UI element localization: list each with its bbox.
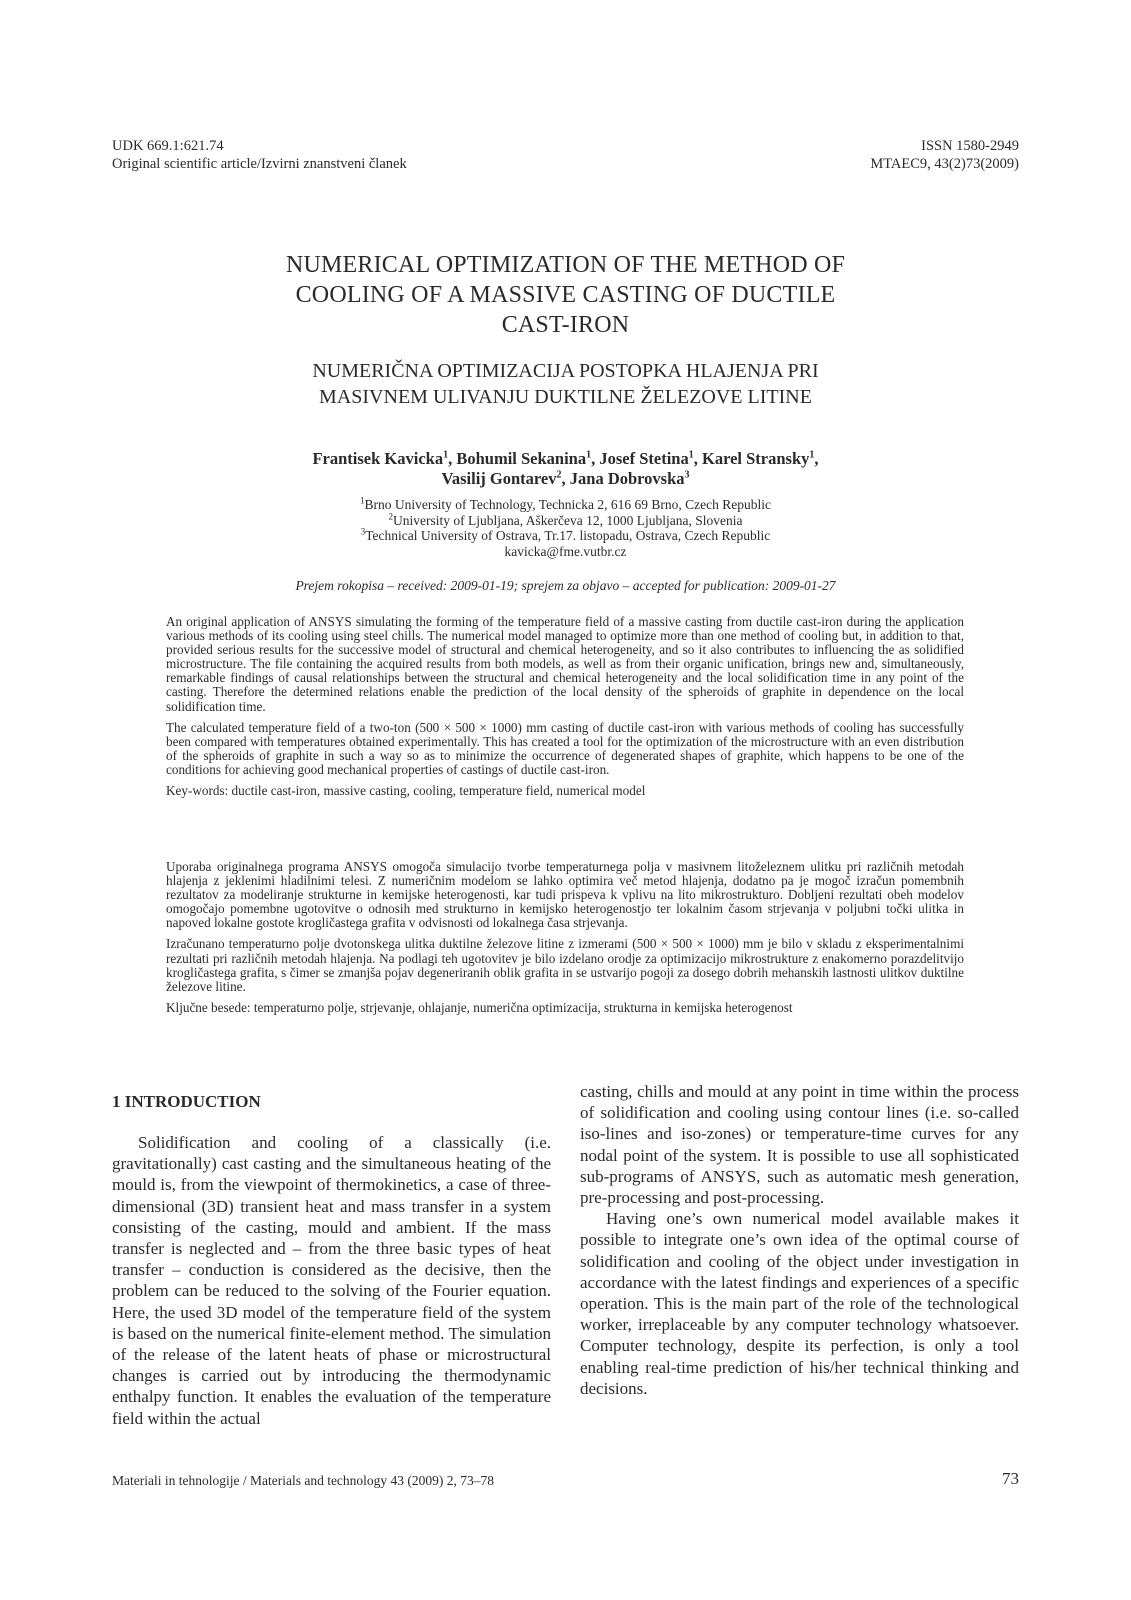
- author-name: Frantisek Kavicka: [312, 449, 444, 468]
- affiliation-item: [112, 497, 1019, 513]
- subtitle-line: NUMERIČNA OPTIMIZACIJA POSTOPKA HLAJENJA PRI: [312, 360, 819, 382]
- body-paragraph: Having one’s own numerical model available makes it possible to integrate one’s own idea of the optimal course of solidification and cooling of the object under investigation in accordance with the latest findings and experiences of a specific operation. This is the main part of the role of the technological worker, irreplaceable by any computer technology whatsoever. Computer technology, despite its perfection, is only a tool enabling real-time prediction of his/her technical thinking and decisions.: [580, 1209, 1019, 1398]
- footer-journal: Materiali in tehnologije / Materials and technology 43 (2009) 2, 73–78: [112, 1473, 495, 1488]
- title-line: NUMERICAL OPTIMIZATION OF THE METHOD OF: [285, 252, 846, 278]
- author-name: Vasilij Gontarev: [441, 469, 557, 488]
- section-heading: 1 INTRODUCTION: [112, 1092, 261, 1111]
- abstract-english: [166, 615, 964, 798]
- udk-code: UDK 669.1:621.74: [112, 138, 224, 154]
- author-affil-sup: 1: [688, 449, 694, 461]
- title-line: COOLING OF A MASSIVE CASTING OF DUCTILE: [295, 282, 836, 308]
- subtitle-line: MASIVNEM ULIVANJU DUKTILNE ŽELEZOVE LITINE: [319, 386, 812, 408]
- affiliation-text: Technical University of Ostrava, Tr.17. listopadu, Ostrava, Czech Republic: [365, 528, 771, 543]
- affiliation-text: Brno University of Technology, Technicka 2, 616 69 Brno, Czech Republic: [364, 497, 772, 512]
- author-name: Josef Stetina: [599, 449, 689, 468]
- author-affil-sup: 1: [586, 449, 592, 461]
- body-paragraph: casting, chills and mould at any point in time within the process of solidification and cooling using contour lines (i.e. so-called iso-lines and iso-zones) or temperature-time curves for any nodal point of the system. It is possible to use all sophisticated sub-programs of ANSYS, such as automatic mesh generation, pre-processing and post-processing.: [580, 1082, 1019, 1208]
- affiliation-text: University of Ljubljana, Aškerčeva 12, 1000 Ljubljana, Slovenia: [393, 512, 743, 528]
- affiliation-sup: 1: [359, 495, 365, 506]
- abstract-slovene: [166, 860, 964, 1022]
- paper-subtitle: [112, 358, 1019, 410]
- page-number: 73: [1002, 1469, 1019, 1488]
- received-dates: Prejem rokopisa – received: 2009-01-19; sprejem za objavo – accepted for publication: 2009-01-27: [295, 578, 836, 593]
- affiliation-item: [112, 528, 1019, 544]
- header-right: [870, 137, 1019, 173]
- author-affil-sup: 2: [556, 469, 562, 481]
- abstract-paragraph: Izračunano temperaturno polje dvotonskega ulitka duktilne železove litine z izmerami (500 × 500 × 1000) mm je bilo v skladu z eksperimentalnimi rezultati pri različnih metodah hlajenja. Na podlagi teh ugotovitev je bilo izdelano orodje za optimizacijo mikrostrukture z enakomerno porazdelitvijo krogličastega grafita, s čimer se zmanjša pojav degeneriranih oblik grafita in se ustvarijo pogoji za dosego dobrih mehanskih lastnosti ulitkov duktilne železove litine.: [166, 936, 964, 994]
- author-affil-sup: 1: [443, 449, 449, 461]
- email[interactable]: kavicka@fme.vutbr.cz: [504, 543, 627, 559]
- abstract-paragraph: An original application of ANSYS simulating the forming of the temperature field of a massive casting from ductile cast-iron during the application various methods of its cooling using steel chills. The numerical model managed to optimize more than one method of cooling but, in addition to that, provided serious results for the successive model of structural and chemical heterogeneity, and so it also contributes to influencing the as solidified microstructure. The file containing the acquired results from both models, as well as from their organic unification, brings new and, simultaneously, remarkable findings of causal relationships between the structural and chemical heterogeneity and the local solidification time in any point of the casting. Therefore the determined relations enable the prediction of the local density of the spheroids of graphite in dependence on the local solidification time.: [166, 614, 964, 714]
- journal-ref: MTAEC9, 43(2)73(2009): [870, 156, 1019, 172]
- affiliation-sup: 3: [360, 526, 366, 537]
- author-name: Jana Dobrovska: [569, 469, 685, 488]
- paper-title: [112, 250, 1019, 340]
- affiliation-sup: 2: [388, 511, 394, 521]
- left-column: [112, 1132, 551, 1429]
- author-list: Frantisek Kavicka$^1$, Bohumil Sekanina$^1$, Josef Stetina$^1$, Karel Stransky$^1$, Vasilij Gontarev$^2$, Jana Dobrovska$^3$: [312, 449, 819, 488]
- author-name: Karel Stransky: [701, 449, 810, 468]
- issn: ISSN 1580-2949: [921, 138, 1019, 154]
- title-line: CAST-IRON: [501, 312, 630, 338]
- abstract-paragraph: The calculated temperature field of a two-ton (500 × 500 × 1000) mm casting of ductile cast-iron with various methods of cooling has successfully been compared with temperatures obtained experimentally. This has created a tool for the optimization of the microstructure with an even distribution of the spheroids of graphite in such a way so as to minimize the occurrence of degenerated shapes of graphite, which happens to be one of the conditions for achieving good mechanical properties of castings of ductile cast-iron.: [166, 719, 964, 777]
- author-name: Bohumil Sekanina: [456, 449, 587, 468]
- author-affil-sup: 3: [684, 469, 690, 481]
- body-paragraph: Solidification and cooling of a classically (i.e. gravitationally) cast casting and the simultaneous heating of the mould is, from the viewpoint of thermokinetics, a case of three-dimensional (3D) transient heat and mass transfer in a system consisting of the casting, mould and ambient. If the mass transfer is neglected and – from the three basic types of heat transfer – conduction is considered as the decisive, then the problem can be reduced to the solving of the Fourier equation. Here, the used 3D model of the temperature field of the system is based on the numerical finite-element method. The simulation of the release of the latent heats of phase or microstructural changes is carried out by introducing the thermodynamic enthalpy function. It enables the evaluation of the temperature field within the actual: [112, 1133, 551, 1428]
- affiliation-item: [112, 513, 1019, 529]
- author-affil-sup: 1: [809, 449, 815, 461]
- right-column: [580, 1081, 1019, 1399]
- keywords: Key-words: ductile cast-iron, massive casting, cooling, temperature field, numerical model: [166, 783, 646, 799]
- affiliations: [112, 497, 1019, 559]
- abstract-paragraph: Uporaba originalnega programa ANSYS omogoča simulacijo tvorbe temperaturnega polja v masivnem litoželeznem ulitku pri različnih metodah hlajenja z jeklenimi hladilnimi telesi. Z numeričnim modelom se lahko optimira več metod hlajenja, dodatno pa je mogoč izračun pomembnih rezultatov za modeliranje strukturne in kemijske heterogenosti, kar tudi prispeva k vplivu na lito mikrostrukturo. Dobljeni rezultati obeh modelov omogočajo pomembne ugotovitve o odnosih med strukturno in kemijsko heterogenostjo ter lokalnim časom strjevanja v poljubni točki ulitka in napoved lokalne gostote krogličastega grafita v odvisnosti od lokalnega časa strjevanja.: [166, 859, 964, 931]
- article-type: Original scientific article/Izvirni znanstveni članek: [112, 156, 407, 172]
- header-left: [112, 137, 407, 173]
- keywords: Ključne besede: temperaturno polje, strjevanje, ohlajanje, numerična optimizacija, strukturna in kemijska heterogenost: [166, 999, 793, 1015]
